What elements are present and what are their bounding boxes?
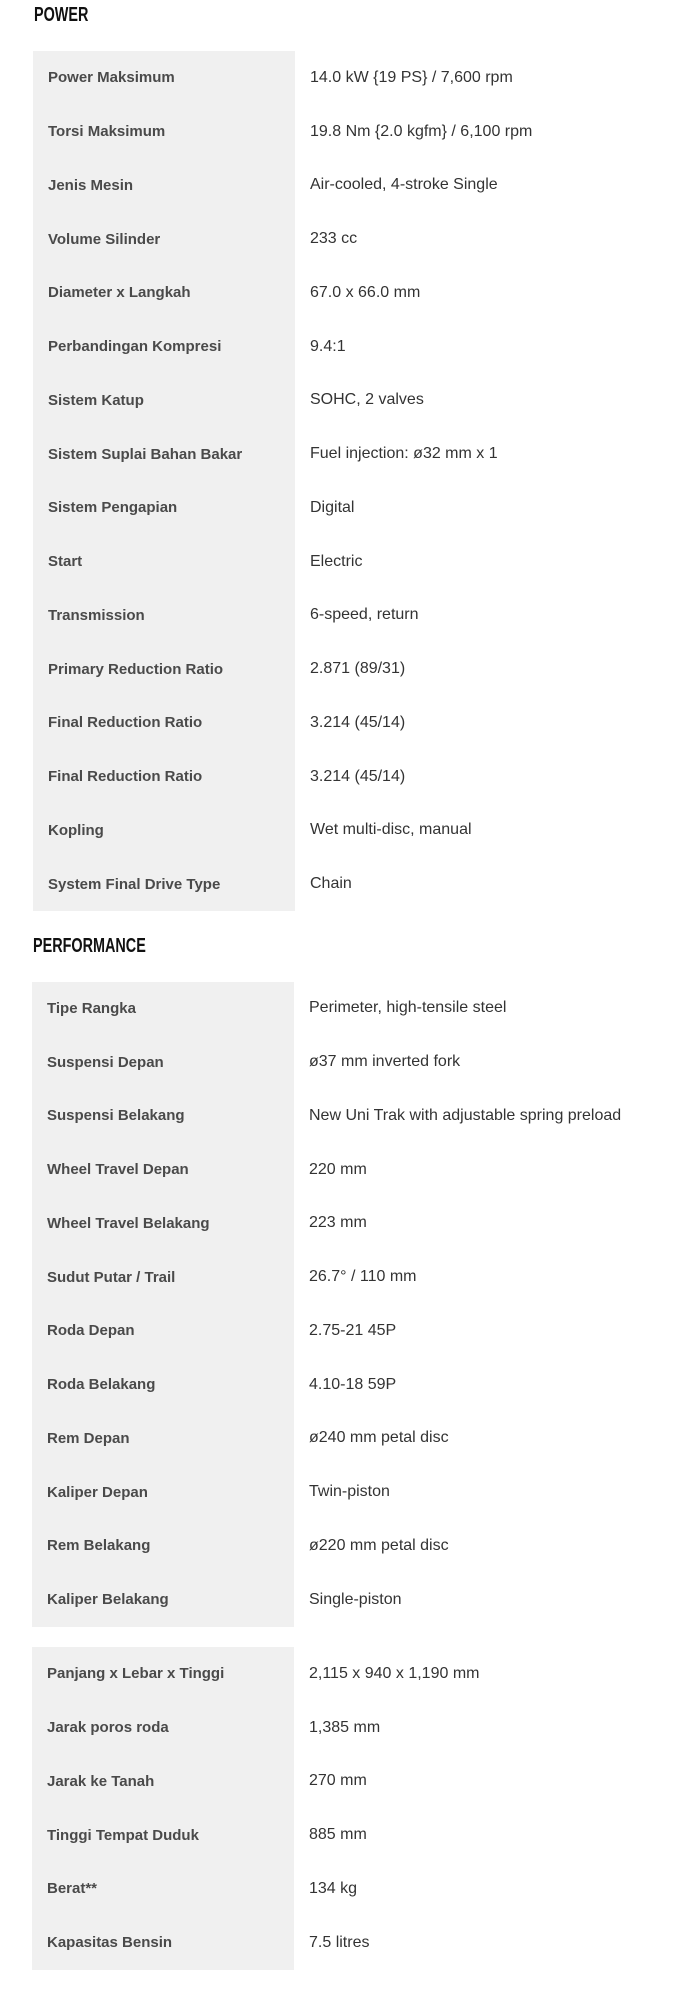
spec-label: Jenis Mesin [33,159,295,213]
spec-label: Primary Reduction Ratio [33,642,295,696]
spec-row [32,982,666,1036]
spec-value: 233 cc [310,230,358,248]
spec-row [32,1304,666,1358]
spec-label: Power Maksimum [33,51,295,105]
spec-row [33,159,667,213]
spec-label: Sistem Pengapian [33,481,295,535]
spec-row [32,1808,666,1862]
spec-label: Torsi Maksimum [33,105,295,159]
spec-label: Roda Depan [32,1304,294,1358]
spec-value: 14.0 kW {19 PS} / 7,600 rpm [310,68,513,86]
spec-table-dimensions [32,1647,666,1970]
spec-value: 3.214 (45/14) [310,713,406,731]
spec-row [32,1916,666,1970]
spec-label: Kopling [33,804,295,858]
spec-row [33,51,667,105]
spec-row [32,1143,666,1197]
spec-label: Roda Belakang [32,1358,294,1412]
spec-row [32,1519,666,1573]
spec-row [33,266,667,320]
spec-value: ø220 mm petal disc [309,1536,449,1554]
spec-label: Suspensi Depan [32,1035,294,1089]
spec-value: 220 mm [309,1160,367,1178]
spec-value: Perimeter, high-tensile steel [309,999,507,1017]
spec-value: ø37 mm inverted fork [309,1053,461,1071]
spec-row [33,427,667,481]
spec-value: 6-speed, return [310,606,419,624]
spec-label: Diameter x Langkah [33,266,295,320]
section-title-performance: PERFORMANCE [33,935,146,957]
spec-label: System Final Drive Type [33,857,295,911]
spec-row [33,374,667,428]
spec-row [33,535,667,589]
spec-label: Volume Silinder [33,212,295,266]
spec-value: Electric [310,552,363,570]
spec-row [33,481,667,535]
spec-label: Final Reduction Ratio [33,696,295,750]
spec-label: Sudut Putar / Trail [32,1250,294,1304]
spec-value: New Uni Trak with adjustable spring preload [309,1106,622,1124]
spec-row [33,750,667,804]
spec-label: Transmission [33,589,295,643]
spec-row [33,212,667,266]
spec-label: Rem Depan [32,1412,294,1466]
spec-table-power [33,51,667,911]
spec-label: Jarak poros roda [32,1701,294,1755]
spec-row [32,1412,666,1466]
spec-label: Tipe Rangka [32,982,294,1036]
spec-value: 2,115 x 940 x 1,190 mm [309,1664,480,1682]
spec-row [33,696,667,750]
spec-label: Wheel Travel Depan [32,1143,294,1197]
spec-row [33,589,667,643]
spec-row [33,320,667,374]
spec-row [32,1358,666,1412]
spec-row [32,1250,666,1304]
spec-row [33,642,667,696]
spec-row [32,1755,666,1809]
spec-value: 2.871 (89/31) [310,660,406,678]
spec-value: 4.10-18 59P [309,1375,397,1393]
spec-value: 270 mm [309,1772,367,1790]
spec-value: 67.0 x 66.0 mm [310,283,421,301]
spec-value: 2.75-21 45P [309,1321,397,1339]
spec-value: 3.214 (45/14) [310,767,406,785]
spec-value: Digital [310,498,355,516]
spec-value: 7.5 litres [309,1933,370,1951]
spec-label: Sistem Katup [33,374,295,428]
spec-label: Perbandingan Kompresi [33,320,295,374]
spec-value: 1,385 mm [309,1718,381,1736]
spec-row [33,804,667,858]
spec-value: 26.7° / 110 mm [309,1268,417,1286]
spec-label: Wheel Travel Belakang [32,1197,294,1251]
spec-value: Single-piston [309,1590,402,1608]
spec-label: Jarak ke Tanah [32,1755,294,1809]
spec-value: 19.8 Nm {2.0 kgfm} / 6,100 rpm [310,122,533,140]
spec-label: Kaliper Belakang [32,1573,294,1627]
spec-value: 9.4:1 [310,337,346,355]
spec-row [32,1862,666,1916]
spec-label: Start [33,535,295,589]
spec-label: Sistem Suplai Bahan Bakar [33,427,295,481]
spec-label: Tinggi Tempat Duduk [32,1808,294,1862]
spec-value: Twin-piston [309,1483,390,1501]
spec-value: 134 kg [309,1879,358,1897]
spec-row [32,1573,666,1627]
spec-row [32,1701,666,1755]
spec-label: Suspensi Belakang [32,1089,294,1143]
spec-row [32,1035,666,1089]
spec-row [33,105,667,159]
spec-value: Wet multi-disc, manual [310,821,472,839]
spec-value: Air-cooled, 4-stroke Single [310,176,498,194]
spec-table-performance [32,982,666,1627]
spec-value: Fuel injection: ø32 mm x 1 [310,445,498,463]
spec-row [32,1197,666,1251]
spec-label: Kapasitas Bensin [32,1916,294,1970]
spec-row [32,1647,666,1701]
spec-value: ø240 mm petal disc [309,1429,449,1447]
spec-value: Chain [310,875,352,893]
spec-value: SOHC, 2 valves [310,391,424,409]
spec-row [32,1089,666,1143]
spec-value: 223 mm [309,1214,367,1232]
spec-label: Panjang x Lebar x Tinggi [32,1647,294,1701]
spec-label: Kaliper Depan [32,1465,294,1519]
spec-row [33,857,667,911]
spec-label: Berat** [32,1862,294,1916]
spec-row [32,1465,666,1519]
spec-label: Final Reduction Ratio [33,750,295,804]
section-title-power: POWER [34,4,89,26]
spec-label: Rem Belakang [32,1519,294,1573]
spec-value: 885 mm [309,1826,367,1844]
